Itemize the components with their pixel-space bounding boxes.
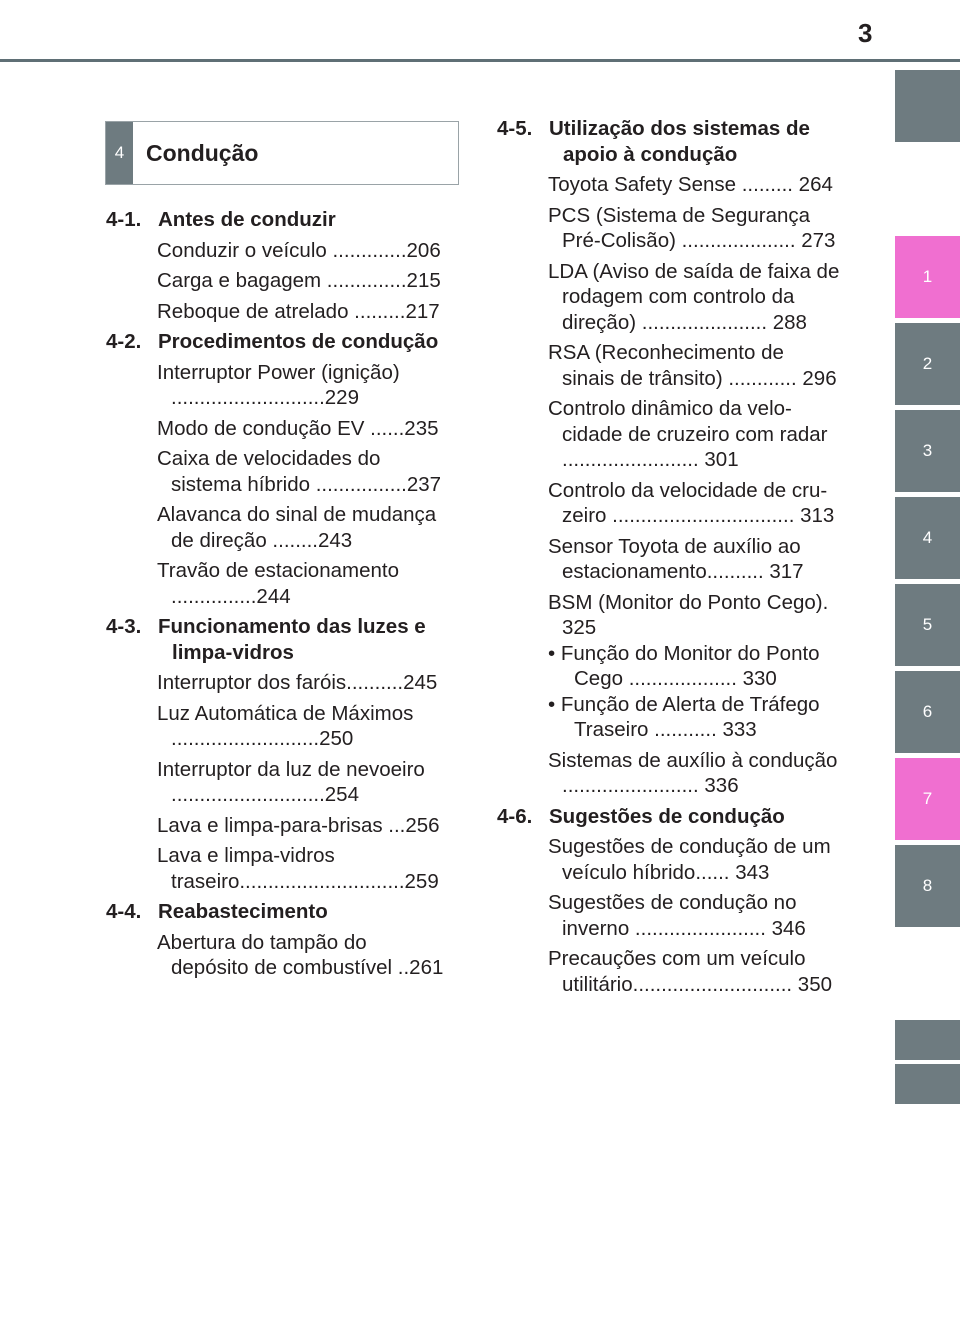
- side-tab-label: 3: [922, 441, 933, 460]
- toc-entry[interactable]: Sugestões de condução de um veículo híbrido...... 343: [548, 835, 831, 884]
- section-number: 4-5.: [497, 117, 533, 140]
- side-tab-1[interactable]: [895, 236, 960, 318]
- toc-sub-entry[interactable]: • Função de Alerta de Tráfego Traseiro ........... 333: [548, 692, 820, 741]
- side-tab-label: 6: [922, 702, 933, 721]
- toc-entry[interactable]: RSA (Reconhecimento de sinais de trânsito) ............ 296: [548, 341, 837, 390]
- toc-entry[interactable]: Sugestões de condução no inverno ....................... 346: [548, 891, 806, 940]
- toc-entry[interactable]: Carga e bagagem ..............215: [157, 269, 441, 292]
- side-tab-8[interactable]: [895, 845, 960, 927]
- chapter-title: Condução: [146, 140, 259, 166]
- toc-entry[interactable]: Travão de estacionamento ...............244: [157, 559, 399, 608]
- toc-entry[interactable]: Interruptor Power (ignição) ...........................229: [157, 360, 400, 409]
- section-number: 4-1.: [106, 208, 142, 231]
- toc-entry[interactable]: BSM (Monitor do Ponto Cego). 325: [548, 590, 829, 639]
- top-rule: [0, 59, 960, 62]
- toc-section[interactable]: [106, 614, 448, 665]
- section-number: 4-6.: [497, 804, 533, 828]
- side-tab-label: 4: [922, 528, 933, 547]
- toc-entry[interactable]: Abertura do tampão do depósito de combustível ..261: [157, 930, 444, 979]
- side-tab-label: 7: [922, 789, 933, 808]
- side-tab-5[interactable]: [895, 584, 960, 666]
- toc-entry[interactable]: Interruptor dos faróis..........245: [157, 671, 438, 694]
- section-title: Antes de conduzir: [158, 208, 336, 231]
- section-title: Reabastecimento: [158, 900, 328, 923]
- side-tab-label: 2: [922, 354, 933, 373]
- toc-entry[interactable]: Interruptor da luz de nevoeiro ...........................254: [157, 757, 425, 806]
- side-tab-2[interactable]: [895, 323, 960, 405]
- toc-entry[interactable]: Caixa de velocidades do sistema híbrido ................237: [157, 447, 442, 496]
- toc-column-left: [106, 207, 448, 986]
- side-tab-6[interactable]: [895, 671, 960, 753]
- toc-entry[interactable]: Conduzir o veículo .............206: [157, 238, 441, 262]
- section-title: Funcionamento das luzes e limpa-vidros: [158, 615, 426, 664]
- toc-entry[interactable]: Alavanca do sinal de mudança de direção ........243: [157, 503, 437, 552]
- chapter-number: 4: [106, 122, 133, 184]
- toc-section[interactable]: [106, 329, 448, 355]
- toc-entry[interactable]: Modo de condução EV ......235: [157, 416, 439, 440]
- side-tab-7[interactable]: [895, 758, 960, 840]
- toc-entry[interactable]: PCS (Sistema de Segurança Pré-Colisão) .................... 273: [548, 203, 836, 252]
- side-tab-label: 8: [922, 876, 933, 895]
- toc-section[interactable]: [106, 207, 448, 233]
- side-tab-blank-top[interactable]: [895, 70, 960, 142]
- toc-entry[interactable]: Controlo da velocidade de cru- zeiro ................................ 313: [548, 478, 835, 527]
- toc-section[interactable]: [497, 804, 841, 830]
- side-tab-3[interactable]: [895, 410, 960, 492]
- page-number: 3: [858, 18, 873, 48]
- section-title: Utilização dos sistemas de apoio à condução: [549, 117, 810, 166]
- toc-entry[interactable]: Sistemas de auxílio à condução ........................ 336: [548, 748, 838, 797]
- chapter-header: [105, 121, 459, 185]
- side-tab-4[interactable]: [895, 497, 960, 579]
- toc-entry[interactable]: Precauções com um veículo utilitário............................ 350: [548, 947, 833, 996]
- side-tab-blank-a[interactable]: [895, 1020, 960, 1060]
- toc-entry[interactable]: Toyota Safety Sense ......... 264: [548, 173, 833, 196]
- side-tab-blank-b[interactable]: [895, 1064, 960, 1104]
- toc-entry[interactable]: Lava e limpa-para-brisas ...256: [157, 813, 440, 837]
- toc-entry[interactable]: Luz Automática de Máximos ..........................250: [157, 701, 414, 750]
- toc-section[interactable]: [106, 899, 448, 925]
- toc-column-right: [497, 116, 841, 1002]
- section-number: 4-2.: [106, 330, 142, 353]
- side-tab-label: 1: [922, 267, 933, 286]
- toc-entry[interactable]: Reboque de atrelado .........217: [157, 299, 440, 323]
- toc-entry[interactable]: LDA (Aviso de saída de faixa de rodagem com controlo da direção) ...................... 288: [548, 259, 840, 334]
- toc-entry[interactable]: Controlo dinâmico da velo- cidade de cruzeiro com radar ........................ 301: [548, 397, 828, 471]
- side-tab-label: 5: [922, 615, 933, 634]
- toc-entry[interactable]: Sensor Toyota de auxílio ao estacionamento.......... 317: [548, 534, 804, 583]
- section-number: 4-4.: [106, 900, 142, 923]
- toc-sub-entry[interactable]: • Função do Monitor do Ponto Cego ................... 330: [548, 641, 820, 690]
- section-title: Procedimentos de condução: [158, 330, 439, 353]
- toc-section[interactable]: [497, 116, 841, 167]
- section-title: Sugestões de condução: [549, 804, 785, 828]
- section-number: 4-3.: [106, 615, 142, 638]
- toc-entry[interactable]: Lava e limpa-vidros traseiro.............................259: [157, 844, 439, 893]
